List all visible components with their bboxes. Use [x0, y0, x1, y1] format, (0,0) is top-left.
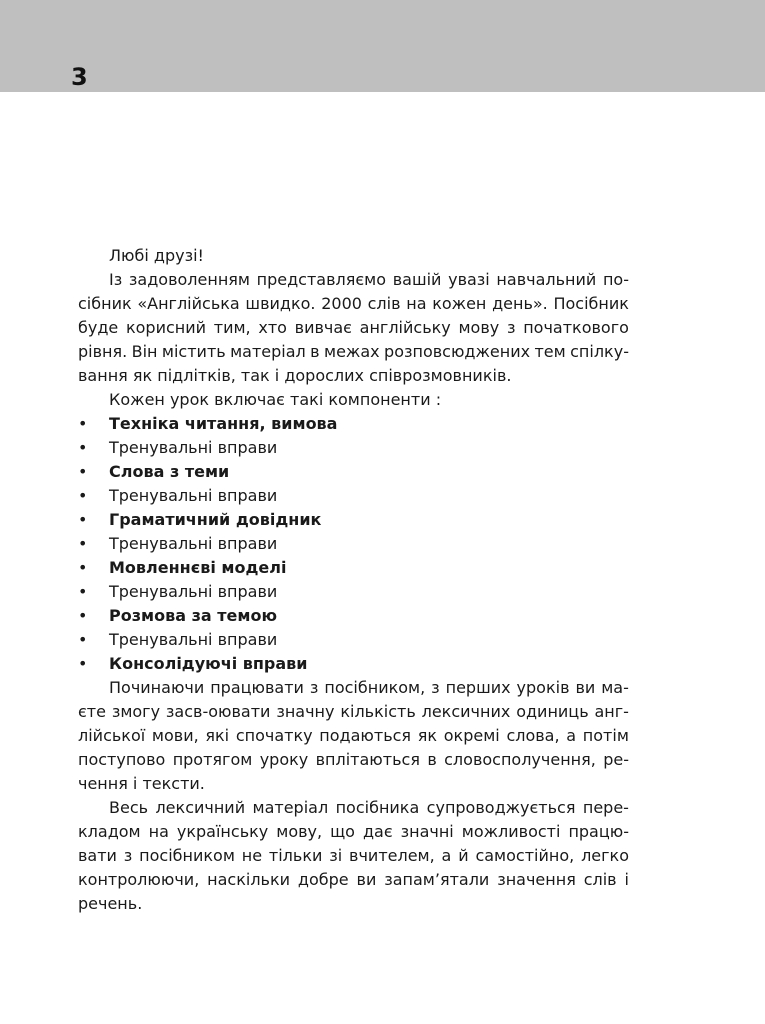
component-item [78, 532, 629, 556]
bullet-icon: • [78, 606, 88, 625]
word: супроводжується [426, 798, 576, 817]
word: Весь [109, 798, 149, 817]
word: в [427, 750, 437, 769]
component-label: Мовленнєві моделі [109, 558, 287, 577]
component-label: Консолідуючі вправи [109, 654, 308, 673]
word: ма- [601, 678, 629, 697]
component-item [78, 412, 629, 436]
line-text: чення і тексти. [78, 774, 205, 793]
bullet-icon: • [78, 438, 88, 457]
word: і [624, 870, 629, 889]
word: можливості [461, 822, 561, 841]
word: ви [575, 678, 596, 697]
word: кожен [432, 294, 487, 313]
intro-paragraph [78, 268, 629, 388]
word: українську [176, 822, 269, 841]
word: «Англійська [137, 294, 240, 313]
component-item [78, 652, 629, 676]
bullet-icon: • [78, 462, 88, 481]
word: не [241, 846, 263, 865]
word: містить [161, 342, 226, 361]
word: задоволенням [128, 270, 250, 289]
bullet-icon: • [78, 582, 88, 601]
word: легко [581, 846, 629, 865]
word: посібника [335, 798, 420, 817]
text-line [78, 796, 629, 820]
component-item [78, 556, 629, 580]
word: увазі [448, 270, 490, 289]
word: буде [78, 318, 119, 337]
word: навчальний [496, 270, 597, 289]
word: Посібник [553, 294, 629, 313]
text-line [78, 364, 629, 388]
word: вивчає [294, 318, 352, 337]
component-label: Тренувальні вправи [109, 630, 278, 649]
word: уроку [259, 750, 309, 769]
word: поступово [78, 750, 166, 769]
word: Із [109, 270, 123, 289]
word: тим, [213, 318, 251, 337]
word: спочатку [235, 726, 313, 745]
component-item [78, 436, 629, 460]
greeting: Любі друзі! [109, 246, 204, 265]
word: протягом [172, 750, 253, 769]
line-text: речень. [78, 894, 143, 913]
word: мову, [276, 822, 323, 841]
component-label: Техніка читання, вимова [109, 414, 338, 433]
word: Починаючи [109, 678, 205, 697]
component-item [78, 628, 629, 652]
word: англійську [359, 318, 451, 337]
header-band [0, 0, 765, 92]
bullet-icon: • [78, 558, 88, 577]
word: вчителем, [349, 846, 435, 865]
word: значення [497, 870, 576, 889]
word: кладом [78, 822, 141, 841]
word: слів [583, 870, 617, 889]
text-line [78, 868, 629, 892]
word: на [406, 294, 427, 313]
word: тем [534, 342, 566, 361]
word: розповсюджених [384, 342, 531, 361]
word: лексичний [155, 798, 246, 817]
word: матеріал [252, 798, 329, 817]
word: Він [131, 342, 158, 361]
word: ви [356, 870, 377, 889]
word: змогу [111, 702, 161, 721]
text-line [78, 700, 629, 724]
word: окремі [443, 726, 500, 745]
word: уроків [516, 678, 570, 697]
word: одиниць [516, 702, 589, 721]
word: дає [362, 822, 393, 841]
page-body [78, 244, 629, 916]
word: кількість [340, 702, 416, 721]
text-line [78, 748, 629, 772]
word: тільки [268, 846, 323, 865]
component-item [78, 484, 629, 508]
components-list [78, 412, 629, 676]
bullet-icon: • [78, 654, 88, 673]
word: хто [258, 318, 287, 337]
word: посібником, [324, 678, 426, 697]
text-line [78, 892, 629, 916]
text-line [78, 340, 629, 364]
component-label: Тренувальні вправи [109, 486, 278, 505]
word: сібник [78, 294, 132, 313]
word: посібником [139, 846, 235, 865]
component-item [78, 508, 629, 532]
word: значну [276, 702, 335, 721]
word: початкового [523, 318, 629, 337]
component-label: Слова з теми [109, 462, 230, 481]
word: 2000 [321, 294, 362, 313]
text-line [78, 844, 629, 868]
word: працювати [210, 678, 304, 697]
line-text: вання як підлітків, так і дорослих співрозмовників. [78, 366, 512, 385]
bullet-icon: • [78, 630, 88, 649]
text-line [78, 772, 629, 796]
word: самостійно, [475, 846, 575, 865]
component-label: Тренувальні вправи [109, 438, 278, 457]
word: з [431, 678, 440, 697]
word: контролюючи, [78, 870, 200, 889]
word: засв-оювати [165, 702, 271, 721]
word: добре [297, 870, 349, 889]
word: мову [458, 318, 500, 337]
word: перших [445, 678, 511, 697]
word: працю- [568, 822, 629, 841]
bullet-icon: • [78, 486, 88, 505]
word: а [566, 726, 577, 745]
word: рівня. [78, 342, 128, 361]
word: слова, [506, 726, 560, 745]
paragraph-translation [78, 796, 629, 916]
word: єте [78, 702, 106, 721]
text-line [78, 676, 629, 700]
word: швидко. [245, 294, 316, 313]
word: лексичних [421, 702, 511, 721]
word: день». [492, 294, 548, 313]
word: слів [367, 294, 401, 313]
word: зі [329, 846, 343, 865]
component-label: Тренувальні вправи [109, 582, 278, 601]
word: представляємо [256, 270, 387, 289]
word: й [458, 846, 469, 865]
word: в [310, 342, 320, 361]
word: запам’ятали [384, 870, 490, 889]
word: мови, [151, 726, 199, 745]
word: з [309, 678, 319, 697]
word: що [330, 822, 355, 841]
component-item [78, 604, 629, 628]
word: пере- [582, 798, 629, 817]
component-label: Тренувальні вправи [109, 534, 278, 553]
word: лійської [78, 726, 146, 745]
component-label: Граматичний довідник [109, 510, 322, 529]
word: вати [78, 846, 117, 865]
text-line [78, 724, 629, 748]
word: матеріал [230, 342, 306, 361]
word: наскільки [207, 870, 291, 889]
component-item [78, 460, 629, 484]
word: вашій [392, 270, 442, 289]
text-line [78, 820, 629, 844]
word: ре- [603, 750, 629, 769]
word: на [148, 822, 169, 841]
word: з [123, 846, 133, 865]
word: як [417, 726, 438, 745]
text-line [78, 268, 629, 292]
word: значні [400, 822, 454, 841]
word: потім [582, 726, 629, 745]
page-number: 3 [71, 63, 88, 91]
text-line [78, 292, 629, 316]
components-intro: Кожен урок включає такі компоненти : [109, 390, 442, 409]
bullet-icon: • [78, 414, 88, 433]
component-label: Розмова за темою [109, 606, 277, 625]
word: корисний [125, 318, 207, 337]
word: анг- [594, 702, 629, 721]
bullet-icon: • [78, 534, 88, 553]
word: а [441, 846, 452, 865]
word: подаються [319, 726, 412, 745]
word: межах [324, 342, 380, 361]
word: спілку- [570, 342, 629, 361]
word: з [506, 318, 516, 337]
paragraph-usage [78, 676, 629, 796]
word: по- [602, 270, 629, 289]
component-item [78, 580, 629, 604]
word: вплітаються [315, 750, 420, 769]
word: словосполучення, [444, 750, 596, 769]
text-line [78, 316, 629, 340]
word: які [205, 726, 230, 745]
bullet-icon: • [78, 510, 88, 529]
